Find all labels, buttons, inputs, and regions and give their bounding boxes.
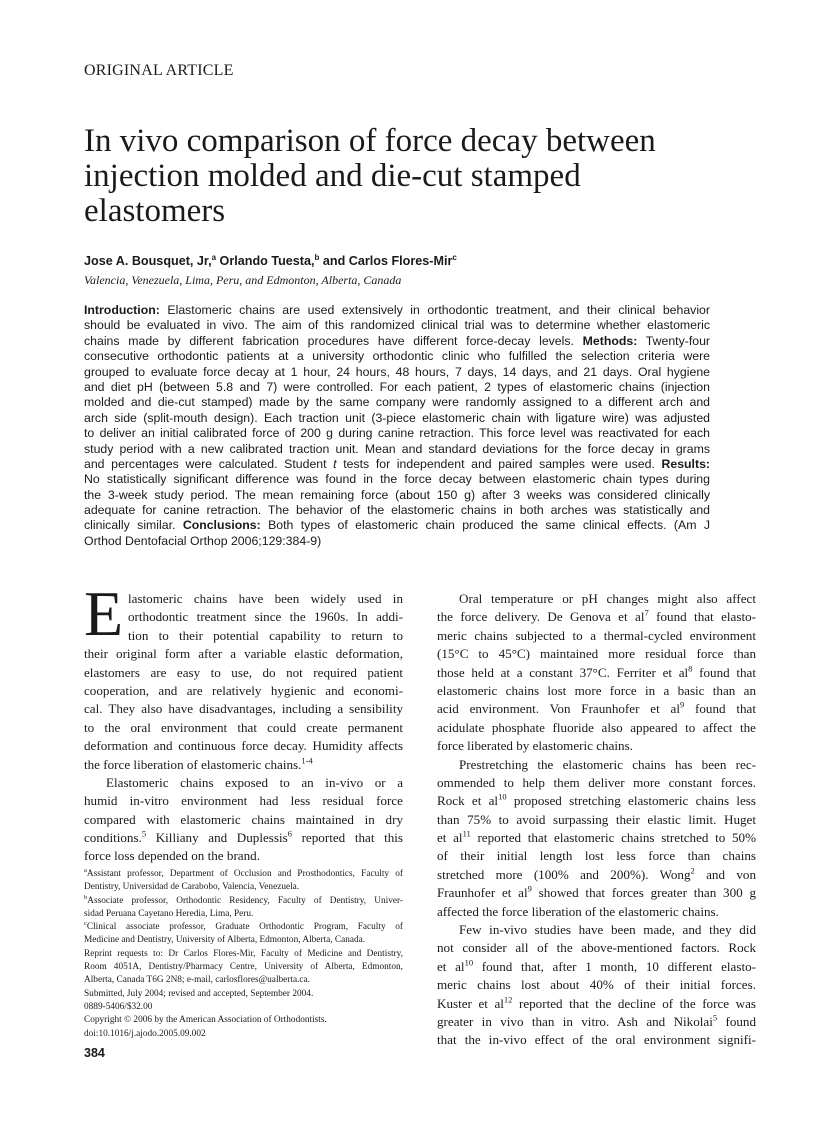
abstract-line: Introduction: Elastomeric chains are used extensively in orthodontic treatment, and their clinical behavior: [84, 303, 710, 317]
footnote-line: 0889-5406/$32.00: [84, 1001, 153, 1012]
body-line: of their initial length lost less force than chains: [437, 848, 756, 864]
body-line: ommended to help them deliver more constant forces.: [437, 774, 756, 790]
citation-ref: 9: [527, 884, 532, 894]
author-name: Orlando Tuesta,: [216, 254, 315, 269]
body-line: deformation and continuous force decay. Humidity affects: [84, 738, 403, 754]
footnote-line: $^b$Associate professor, Orthodontic Residency, Faculty of Dentistry, Univer-: [84, 894, 403, 906]
body-line: Fraunhofer et $al^9$ showed that forces greater than 300 g: [437, 884, 756, 901]
body-line: et $al^{11}$ reported that elastomeric chains stretched to 50%: [437, 829, 756, 846]
body-line: acidulate phosphate fluoride also appeared to affect the: [437, 719, 756, 735]
abstract-heading-introduction: Introduction:: [84, 303, 160, 317]
body-line: that the in-vivo effect of the oral environment signifi-: [437, 1032, 756, 1048]
footnote-line: sidad Peruana Cayetano Heredia, Lima, Peru.: [84, 908, 254, 919]
citation-ref: 5: [141, 829, 147, 839]
footnote-mark: c: [84, 921, 87, 928]
body-line: force loss depended on the brand.: [84, 848, 260, 864]
footnote-line: $^a$Assistant professor, Department of Occlusion and Prosthodontics, Faculty of: [84, 868, 403, 879]
title-line: injection molded and die-cut stamped: [84, 158, 581, 194]
citation-ref: 5: [712, 1012, 718, 1023]
body-line: not consider all of the above-mentioned factors. Rock: [437, 940, 756, 956]
body-line: Kuster et $al^{12}$ reported that the decline of the force was: [437, 994, 756, 1011]
body-line: elastomeric chains lost more force in a basic than an: [437, 682, 756, 698]
author-name: and Carlos Flores-Mir: [319, 254, 453, 269]
abstract-line: molded and die-cut stamped) made by the same company were randomly assigned to a different arch and: [84, 395, 710, 410]
body-line: et $al^{10}$ found that, after 1 month, 10 different elasto-: [437, 957, 756, 974]
citation-ref: 8: [688, 663, 693, 674]
body-right-column: [437, 590, 756, 1050]
title-line: elastomers: [84, 193, 226, 229]
citation-ref: 7: [644, 608, 649, 619]
body-line: the force liberation of elastomeric chains.$^{1-4}$: [84, 755, 313, 772]
body-line: to the oral environment that could create permanent: [84, 719, 403, 735]
body-line: cal. They also have disadvantages, including a sensibility: [84, 701, 403, 717]
citation-ref: 2: [690, 865, 695, 876]
citation-ref: 10: [464, 957, 474, 968]
footnote-line: $^c$Clinical associate professor, Graduate Orthodontic Program, Faculty of: [84, 921, 403, 933]
article-title: [84, 124, 744, 229]
body-line: orthodontic treatment since the 1960s. In addi-: [128, 609, 403, 625]
abstract-line: arch side (split-mouth design). Each traction unit (3-piece elastomeric chain with ligature wire) was adjusted: [84, 410, 710, 425]
citation-ref: 10: [498, 792, 507, 802]
body-line: humid in-vitro environment had less residual force: [84, 793, 403, 809]
body-line: compared with elastomeric chains maintained in dry: [84, 811, 403, 827]
abstract-line: No statistically significant difference was found in the force decay between elastomeric chain types during: [84, 472, 710, 487]
footnote-line: Dentistry, Universidad de Carabobo, Valencia, Venezuela.: [84, 882, 300, 893]
author-name: Jose A. Bousquet, Jr,: [84, 254, 212, 269]
citation-ref: 1-4: [301, 755, 313, 766]
body-line: meric chains lost about 40% of their initial forces.: [437, 977, 756, 993]
abstract-line: study period with a new calibrated traction unit. Mean and standard deviations for the force decay in grams: [84, 441, 710, 456]
footnote-mark: a: [84, 868, 87, 874]
author-affiliation-mark: c: [452, 253, 457, 262]
body-line: than 75% to avoid surpassing their elastic limit. Huget: [437, 811, 756, 827]
body-line: stretched more (100% and 200%). Wong$^2$ and von: [437, 865, 756, 882]
footnote-line: Alberta, Canada T6G 2N8; e-mail, carlosflores@ualberta.ca.: [84, 975, 311, 986]
body-line: force liberated by elastomeric chains.: [437, 738, 633, 754]
drop-cap: E: [84, 578, 124, 649]
abstract: [84, 303, 710, 549]
abstract-line: to deliver an initial calibrated force of 200 g during canine retraction. This force level was reactivated for each: [84, 426, 710, 441]
abstract-line: adequate for canine retraction. The behavior of the elastomeric chains in both arches was statistically and: [84, 503, 710, 518]
affiliation-line: Valencia, Venezuela, Lima, Peru, and Edmonton, Alberta, Canada: [84, 273, 402, 287]
author-list: [84, 253, 457, 268]
body-line: the force delivery. De Genova et $al^7$ found that elasto-: [437, 608, 756, 625]
abstract-line: grouped to evaluate force decay at 1 hour, 24 hours, 48 hours, 7 days, 14 days, and 21 days. Oral hygiene: [84, 364, 710, 379]
footnote-line: Reprint requests to: Dr Carlos Flores-Mir, Faculty of Medicine and Dentistry,: [84, 948, 403, 959]
body-line: elastomers are easy to use, do not required patient: [84, 664, 403, 680]
body-line: acid environment. Von Fraunhofer et $al^9$ found that: [437, 700, 756, 717]
citation-ref: 6: [287, 829, 292, 839]
body-line: Few in-vivo studies have been made, and they did: [459, 922, 756, 938]
citation-ref: 11: [462, 829, 471, 839]
abstract-line: should be evaluated in vivo. The aim of this randomized clinical trial was to determine whether elastomeric: [84, 318, 710, 333]
citation-ref: 12: [503, 994, 513, 1005]
footnote-mark: b: [84, 894, 88, 901]
body-line: greater in vivo than in vitro. Ash and Nikolai$^5$ found: [437, 1012, 756, 1029]
body-line: Rock et $al^{10}$ proposed stretching elastomeric chains less: [437, 792, 756, 809]
section-label: ORIGINAL ARTICLE: [84, 62, 234, 79]
body-line: conditions.$^5$ Killiany and Duplessis$^6$ reported that this: [84, 829, 403, 846]
footnote-line: doi:10.1016/j.ajodo.2005.09.002: [84, 1028, 206, 1039]
body-left-column: [84, 578, 403, 866]
citation-ref: 9: [679, 700, 685, 710]
body-line: meric chains subjected to a thermal-cycled environment: [437, 627, 756, 643]
abstract-line: Orthod Dentofacial Orthop 2006;129:384-9): [84, 533, 322, 548]
body-line: Prestretching the elastomeric chains has been rec-: [459, 756, 756, 772]
footnote-line: Copyright © 2006 by the American Association of Orthodontists.: [84, 1015, 327, 1026]
abstract-line: consecutive orthodontic patients at a university orthodontic clinic who fulfilled the selection criteria were: [84, 349, 710, 364]
footnote-line: Room 4051A, Dentistry/Pharmacy Centre, University of Alberta, Edmonton,: [84, 962, 403, 973]
footnote-line: Medicine and Dentistry, University of Alberta, Edmonton, Alberta, Canada.: [84, 935, 366, 946]
abstract-heading-results: Results:: [661, 456, 710, 471]
body-line: their original form after a variable elastic deformation,: [84, 646, 403, 662]
body-line: cooperation, and are relatively hygienic and economi-: [84, 682, 403, 698]
page-number: 384: [84, 1046, 105, 1060]
abstract-line: chains made by different fabrication procedures have different force-decay levels. Methods: Twenty-four: [84, 333, 710, 348]
footnote-line: Submitted, July 2004; revised and accepted, September 2004.: [84, 988, 314, 999]
body-line: affected the force liberation of the elastomeric chains.: [437, 903, 719, 919]
body-line: (15°C to 45°C) maintained more residual force than: [437, 646, 756, 662]
author-footnotes: [84, 868, 403, 1041]
author-affiliation-mark: b: [314, 253, 320, 262]
body-line: Elastomeric chains exposed to an in-vivo or a: [106, 774, 403, 790]
abstract-line: and diet pH (between 5.8 and 7) were controlled. For each patient, 2 types of elastomeric chains (injection: [84, 379, 710, 394]
abstract-heading-conclusions: Conclusions:: [182, 518, 261, 533]
body-line: those held at a constant 37°C. Ferriter et $al^8$ found that: [437, 663, 756, 680]
body-line: lastomeric chains have been widely used in: [128, 591, 403, 606]
abstract-heading-methods: Methods:: [582, 333, 638, 348]
body-line: Oral temperature or pH changes might also affect: [459, 591, 756, 606]
abstract-line: and percentages were calculated. Student t tests for independent and paired samples were used. Results:: [84, 456, 710, 471]
title-line: In vivo comparison of force decay between: [84, 123, 656, 159]
body-line: tion to their potential capability to return to: [128, 627, 403, 643]
author-affiliation-mark: a: [211, 253, 217, 262]
abstract-line: the 3-week study period. The mean remaining force (about 150 g) after 3 weeks was considered clinically: [84, 487, 710, 502]
abstract-line: clinically similar. Conclusions: Both types of elastomeric chain produced the same clinical effects. (Am J: [84, 518, 710, 533]
